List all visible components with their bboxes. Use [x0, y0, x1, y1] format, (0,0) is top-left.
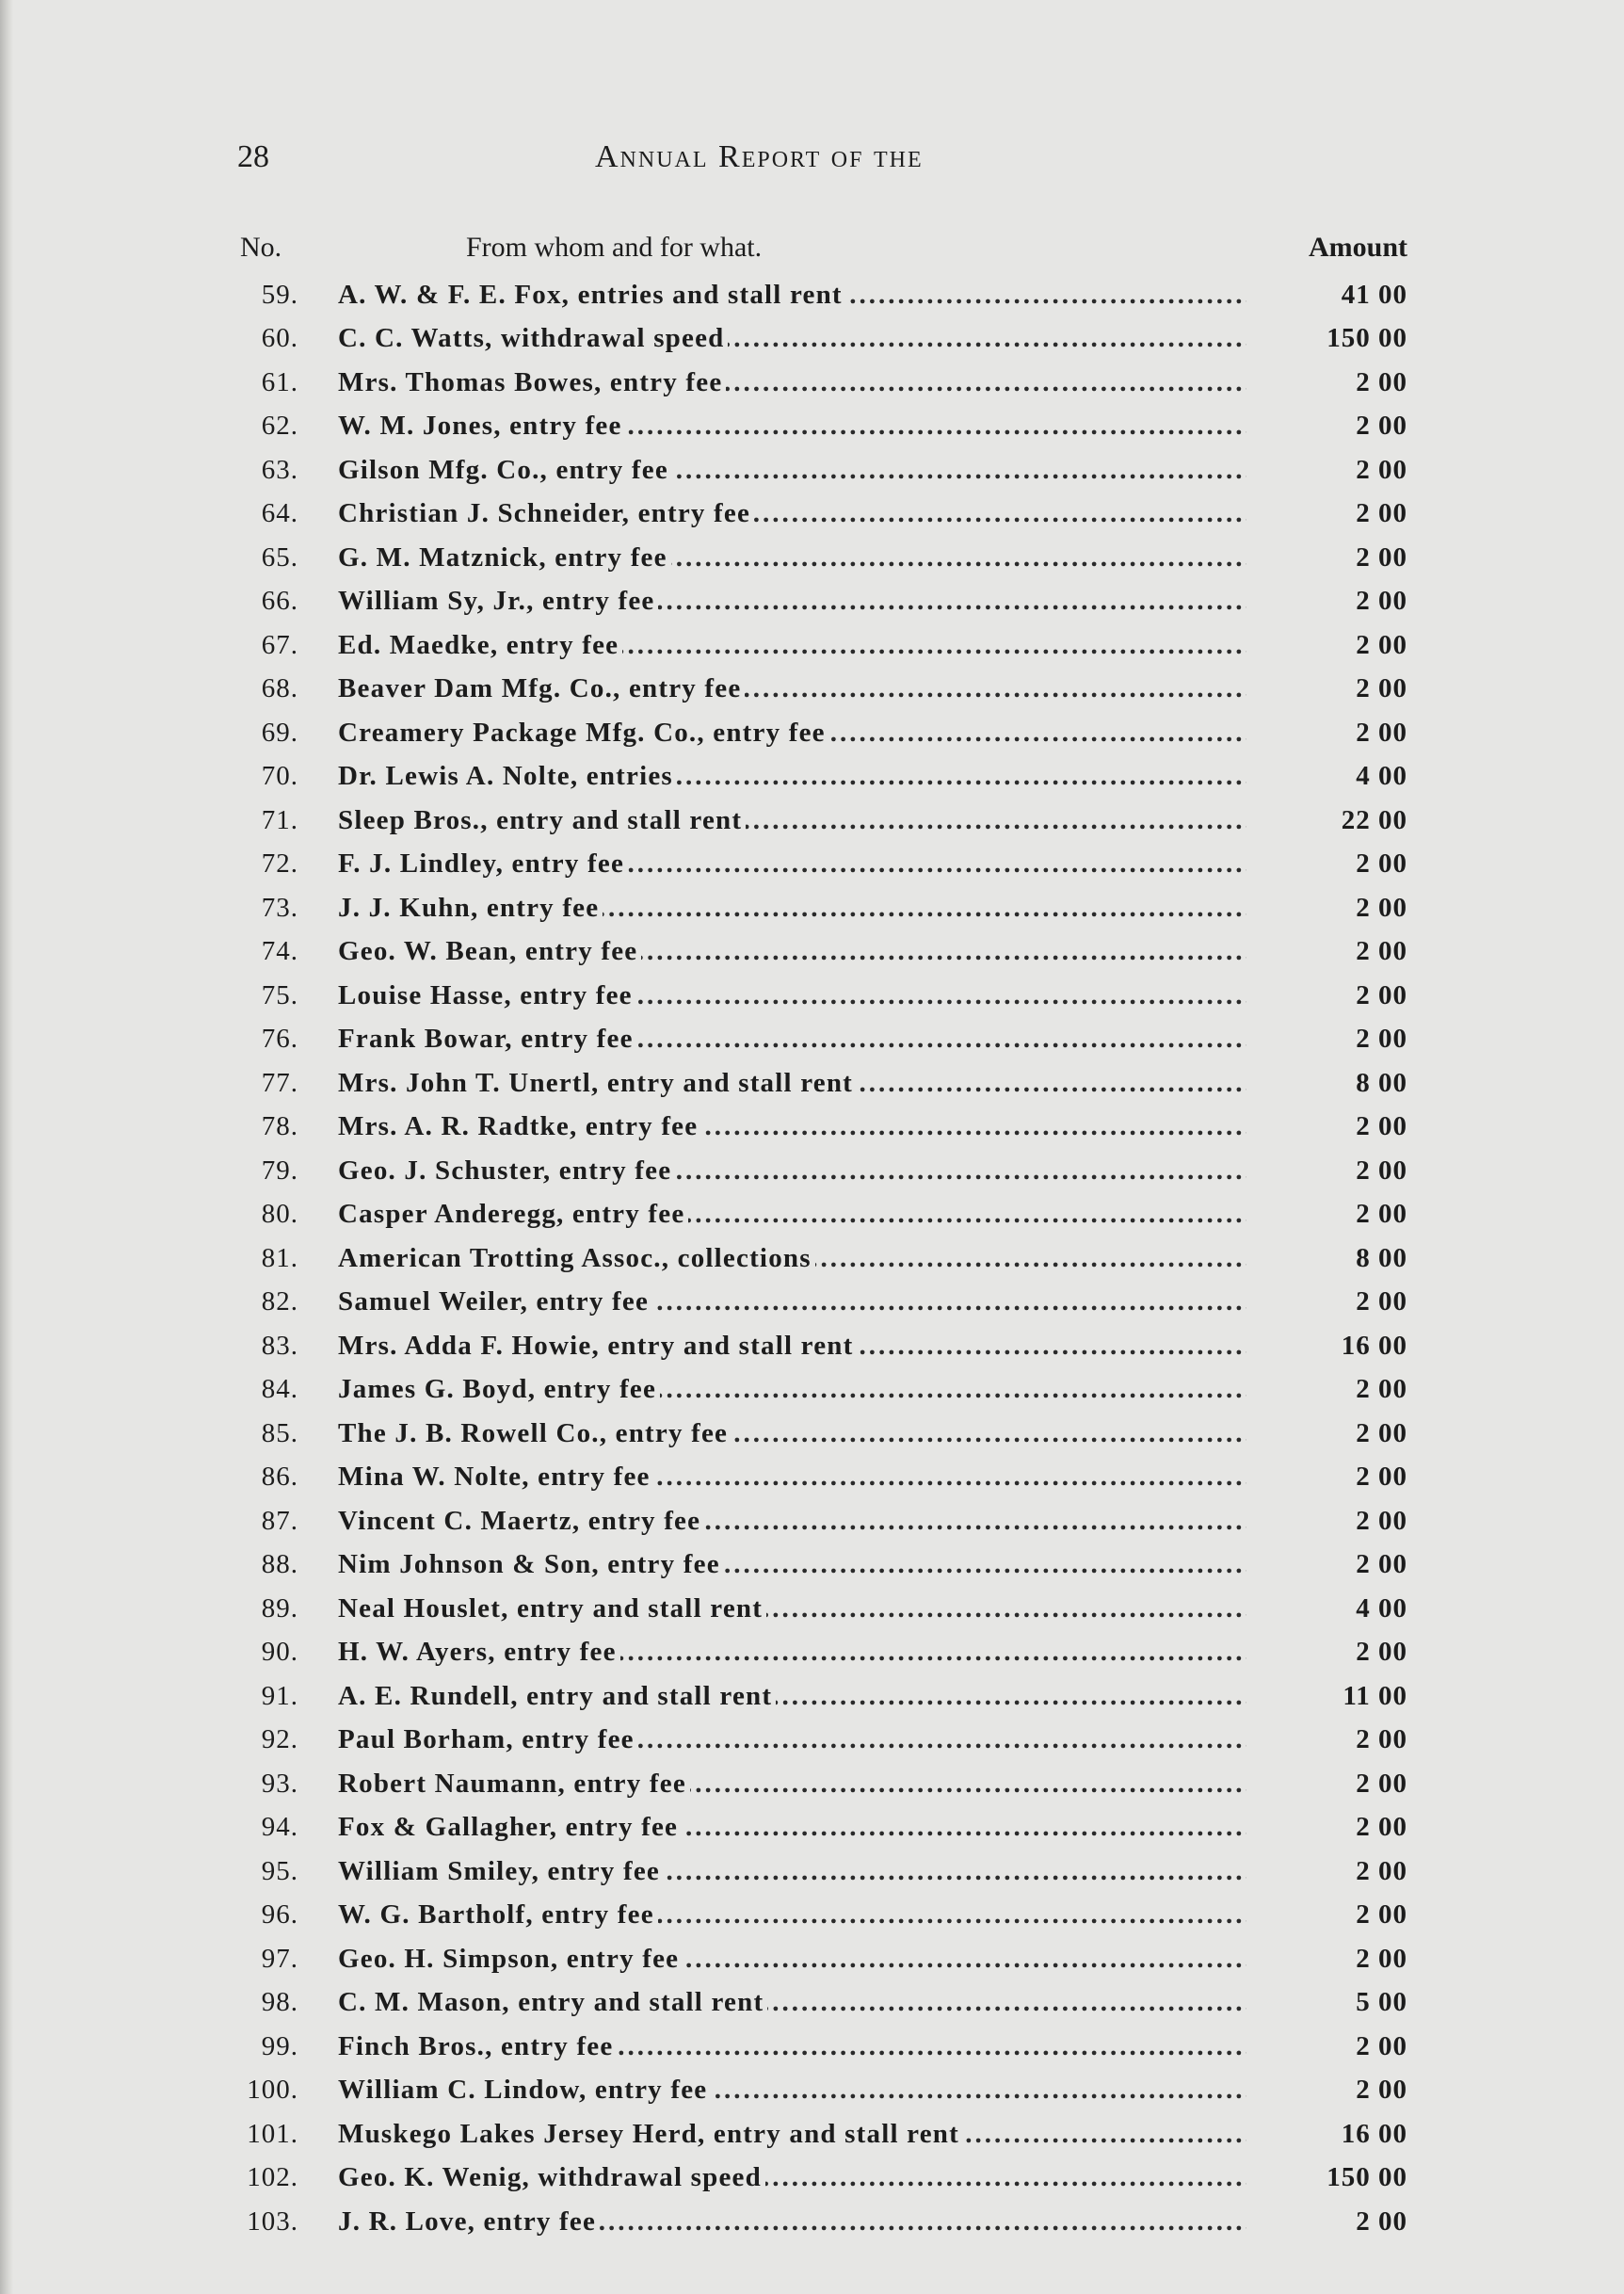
entry-amount: 11 00 — [1343, 1680, 1407, 1711]
entry-description-leader — [338, 1549, 1246, 1580]
entry-description-leader — [338, 1331, 1246, 1362]
entry-amount: 150 00 — [1327, 2162, 1407, 2193]
entry-description: Casper Anderegg, entry fee — [338, 1199, 688, 1229]
entry-description-leader — [338, 1506, 1246, 1537]
entry-description: Creamery Package Mfg. Co., entry fee — [338, 718, 829, 748]
entry-description-leader — [338, 673, 1246, 704]
entry-amount: 2 00 — [1356, 1286, 1407, 1317]
ledger-row — [240, 2025, 1407, 2069]
entry-amount: 2 00 — [1356, 979, 1407, 1010]
entry-description-leader — [338, 1637, 1246, 1668]
entry-number: 86. — [261, 1462, 298, 1493]
entry-description-leader — [338, 1374, 1246, 1405]
entry-amount: 2 00 — [1356, 498, 1407, 529]
entry-number: 64. — [261, 498, 298, 529]
entry-description: F. J. Lindley, entry fee — [338, 848, 628, 879]
entry-number: 68. — [261, 673, 298, 704]
entry-number: 87. — [261, 1505, 298, 1536]
entry-amount: 2 00 — [1356, 454, 1407, 485]
ledger-row — [240, 668, 1407, 712]
entry-number: 72. — [261, 848, 298, 880]
entry-description-leader — [338, 1899, 1246, 1931]
binding-edge — [0, 0, 13, 2294]
entry-description: Vincent C. Maertz, entry fee — [338, 1506, 704, 1536]
entry-number: 79. — [261, 1155, 298, 1186]
entry-number: 82. — [261, 1286, 298, 1317]
entry-description-leader — [338, 893, 1246, 924]
entry-number: 93. — [261, 1768, 298, 1799]
entry-description-leader — [338, 411, 1246, 442]
entry-amount: 2 00 — [1356, 1768, 1407, 1799]
page-header — [237, 139, 1414, 186]
entry-number: 99. — [261, 2030, 298, 2061]
entry-number: 74. — [261, 936, 298, 967]
entry-number: 62. — [261, 411, 298, 442]
entry-amount: 2 00 — [1356, 1637, 1407, 1668]
ledger-row — [240, 1018, 1407, 1062]
entry-number: 78. — [261, 1111, 298, 1142]
ledger-row — [240, 1368, 1407, 1413]
entry-description: Mrs. A. R. Radtke, entry fee — [338, 1111, 701, 1141]
entry-number: 98. — [261, 1987, 298, 2018]
entry-number: 97. — [261, 1943, 298, 1974]
entry-description-leader — [338, 1024, 1246, 1055]
entry-amount: 2 00 — [1356, 1417, 1407, 1448]
column-header-description: From whom and for what. — [466, 232, 763, 263]
ledger-row — [240, 1631, 1407, 1675]
entry-number: 102. — [247, 2162, 298, 2193]
entry-number: 70. — [261, 761, 298, 792]
entry-amount: 2 00 — [1356, 1024, 1407, 1055]
entry-description: W. M. Jones, entry fee — [338, 411, 626, 441]
entry-number: 100. — [247, 2075, 298, 2106]
entry-amount: 2 00 — [1356, 366, 1407, 397]
entry-number: 75. — [261, 979, 298, 1010]
entry-amount: 2 00 — [1356, 1111, 1407, 1142]
entry-description-leader — [338, 2075, 1246, 2106]
entry-number: 94. — [261, 1812, 298, 1843]
entry-number: 101. — [247, 2118, 298, 2149]
entry-amount: 2 00 — [1356, 541, 1407, 573]
ledger-row — [240, 448, 1407, 493]
entry-description: C. C. Watts, withdrawal speed — [338, 323, 728, 353]
ledger-row — [240, 711, 1407, 755]
ledger-row — [240, 1412, 1407, 1456]
entry-number: 73. — [261, 892, 298, 923]
entry-description: Geo. W. Bean, entry fee — [338, 936, 641, 966]
entry-amount: 2 00 — [1356, 2075, 1407, 2106]
ledger-row — [240, 1324, 1407, 1368]
entry-description-leader — [338, 1856, 1246, 1887]
entry-description-leader — [338, 323, 1246, 354]
ledger-row — [240, 930, 1407, 975]
ledger-row — [240, 1106, 1407, 1150]
entry-description: Paul Borham, entry fee — [338, 1724, 638, 1754]
entry-description: Mrs. John T. Unertl, entry and stall rent — [338, 1068, 857, 1098]
ledger-row — [240, 493, 1407, 537]
entry-description-leader — [338, 1286, 1246, 1317]
entry-description: A. E. Rundell, entry and stall rent — [338, 1681, 776, 1711]
entry-description: Mrs. Thomas Bowes, entry fee — [338, 367, 726, 397]
entry-amount: 2 00 — [1356, 586, 1407, 617]
column-headers — [240, 232, 1407, 269]
entry-number: 71. — [261, 804, 298, 835]
entry-description: Geo. J. Schuster, entry fee — [338, 1155, 675, 1186]
ledger-row — [240, 1281, 1407, 1325]
entry-amount: 4 00 — [1356, 761, 1407, 792]
entry-amount: 2 00 — [1356, 673, 1407, 704]
entry-amount: 2 00 — [1356, 2205, 1407, 2237]
entry-description: Sleep Bros., entry and stall rent — [338, 805, 746, 835]
entry-description: Nim Johnson & Son, entry fee — [338, 1549, 724, 1579]
entry-description: Ed. Maedke, entry fee — [338, 630, 622, 660]
ledger-row — [240, 2069, 1407, 2113]
ledger-row — [240, 1193, 1407, 1237]
entry-amount: 150 00 — [1327, 323, 1407, 354]
ledger-row — [240, 317, 1407, 362]
ledger-list — [240, 273, 1407, 2244]
entry-description: Geo. K. Wenig, withdrawal speed — [338, 2162, 765, 2192]
ledger-row — [240, 2200, 1407, 2244]
entry-description-leader — [338, 936, 1246, 967]
entry-amount: 41 00 — [1341, 279, 1407, 310]
entry-description-leader — [338, 280, 1246, 311]
ledger-row — [240, 623, 1407, 668]
entry-number: 61. — [261, 366, 298, 397]
entry-description: Neal Houslet, entry and stall rent — [338, 1593, 766, 1624]
entry-description-leader — [338, 1068, 1246, 1099]
entry-number: 80. — [261, 1199, 298, 1230]
ledger-row — [240, 886, 1407, 930]
entry-description: Finch Bros., entry fee — [338, 2031, 617, 2061]
entry-description: Samuel Weiler, entry fee — [338, 1286, 652, 1317]
entry-description: Muskego Lakes Jersey Herd, entry and stall rent — [338, 2119, 963, 2149]
entry-amount: 8 00 — [1356, 1067, 1407, 1098]
entry-description-leader — [338, 455, 1246, 486]
entry-description: Gilson Mfg. Co., entry fee — [338, 455, 672, 485]
entry-amount: 16 00 — [1341, 1330, 1407, 1361]
entry-description: William C. Lindow, entry fee — [338, 2075, 711, 2105]
ledger-row — [240, 2157, 1407, 2201]
entry-amount: 2 00 — [1356, 1855, 1407, 1886]
entry-description-leader — [338, 805, 1246, 836]
ledger-row — [240, 1236, 1407, 1281]
ledger-row — [240, 1499, 1407, 1543]
entry-number: 84. — [261, 1374, 298, 1405]
entry-description: William Smiley, entry fee — [338, 1856, 664, 1886]
entry-description-leader — [338, 2119, 1246, 2150]
entry-description-leader — [338, 1243, 1246, 1274]
ledger-row — [240, 1937, 1407, 1981]
entry-amount: 2 00 — [1356, 629, 1407, 660]
ledger-row — [240, 580, 1407, 624]
ledger-row — [240, 1762, 1407, 1806]
entry-description-leader — [338, 1462, 1246, 1493]
entry-number: 63. — [261, 454, 298, 485]
entry-description-leader — [338, 1593, 1246, 1624]
entry-amount: 2 00 — [1356, 717, 1407, 748]
entry-description-leader — [338, 1418, 1246, 1449]
entry-description: James G. Boyd, entry fee — [338, 1374, 660, 1404]
entry-amount: 2 00 — [1356, 1505, 1407, 1536]
entry-number: 83. — [261, 1330, 298, 1361]
ledger-row — [240, 273, 1407, 317]
entry-description: Beaver Dam Mfg. Co., entry fee — [338, 673, 745, 703]
entry-number: 90. — [261, 1637, 298, 1668]
entry-description: American Trotting Assoc., collections — [338, 1243, 815, 1273]
ledger-row — [240, 843, 1407, 887]
ledger-row — [240, 1806, 1407, 1850]
entry-amount: 2 00 — [1356, 411, 1407, 442]
entry-amount: 2 00 — [1356, 1549, 1407, 1580]
entry-description: Geo. H. Simpson, entry fee — [338, 1944, 683, 1974]
entry-amount: 2 00 — [1356, 2030, 1407, 2061]
column-header-amount: Amount — [1308, 232, 1407, 263]
entry-description-leader — [338, 498, 1246, 529]
entry-number: 96. — [261, 1899, 298, 1931]
entry-description: Robert Naumann, entry fee — [338, 1769, 690, 1799]
entry-number: 77. — [261, 1067, 298, 1098]
page-number: 28 — [237, 139, 269, 174]
entry-number: 95. — [261, 1855, 298, 1886]
entry-description-leader — [338, 980, 1246, 1011]
ledger-row — [240, 361, 1407, 405]
entry-description-leader — [338, 586, 1246, 617]
entry-number: 91. — [261, 1680, 298, 1711]
ledger-row — [240, 1850, 1407, 1894]
entry-description: G. M. Matznick, entry fee — [338, 542, 671, 573]
entry-description: C. M. Mason, entry and stall rent — [338, 1987, 767, 2017]
ledger-row — [240, 2112, 1407, 2157]
entry-description-leader — [338, 1724, 1246, 1755]
entry-amount: 2 00 — [1356, 892, 1407, 923]
entry-amount: 5 00 — [1356, 1987, 1407, 2018]
entry-description: J. R. Love, entry fee — [338, 2206, 600, 2237]
ledger-row — [240, 1456, 1407, 1500]
entry-number: 69. — [261, 717, 298, 748]
entry-number: 59. — [261, 279, 298, 310]
entry-number: 66. — [261, 586, 298, 617]
entry-description: Frank Bowar, entry fee — [338, 1024, 637, 1054]
entry-description: Dr. Lewis A. Nolte, entries — [338, 761, 677, 791]
ledger-row — [240, 755, 1407, 800]
ledger-row — [240, 1543, 1407, 1588]
entry-description-leader — [338, 630, 1246, 661]
entry-amount: 2 00 — [1356, 936, 1407, 967]
entry-description-leader — [338, 1987, 1246, 2018]
entry-description-leader — [338, 2206, 1246, 2237]
entry-amount: 2 00 — [1356, 1899, 1407, 1931]
entry-description: Mina W. Nolte, entry fee — [338, 1462, 654, 1492]
entry-description: Louise Hasse, entry fee — [338, 980, 636, 1010]
entry-description: William Sy, Jr., entry fee — [338, 586, 658, 616]
entry-number: 88. — [261, 1549, 298, 1580]
entry-number: 60. — [261, 323, 298, 354]
entry-description: Fox & Gallagher, entry fee — [338, 1812, 682, 1842]
entry-description-leader — [338, 761, 1246, 792]
ledger-row — [240, 1061, 1407, 1106]
entry-number: 85. — [261, 1417, 298, 1448]
entry-description: H. W. Ayers, entry fee — [338, 1637, 620, 1667]
entry-description-leader — [338, 367, 1246, 398]
entry-number: 103. — [247, 2205, 298, 2237]
ledger-row — [240, 405, 1407, 449]
ledger-row — [240, 1149, 1407, 1193]
ledger-row — [240, 1674, 1407, 1719]
entry-description-leader — [338, 542, 1246, 574]
entry-amount: 22 00 — [1341, 804, 1407, 835]
entry-description: A. W. & F. E. Fox, entries and stall rent — [338, 280, 846, 310]
entry-description-leader — [338, 1812, 1246, 1843]
entry-amount: 16 00 — [1341, 2118, 1407, 2149]
entry-number: 65. — [261, 541, 298, 573]
entry-amount: 2 00 — [1356, 1199, 1407, 1230]
ledger-row — [240, 1719, 1407, 1763]
entry-description-leader — [338, 718, 1246, 749]
ledger-row — [240, 1587, 1407, 1631]
entry-amount: 2 00 — [1356, 1155, 1407, 1186]
entry-description-leader — [338, 848, 1246, 880]
entry-amount: 2 00 — [1356, 848, 1407, 880]
ledger-row — [240, 974, 1407, 1018]
entry-description-leader — [338, 1199, 1246, 1230]
entry-description-leader — [338, 1111, 1246, 1142]
entry-description-leader — [338, 2031, 1246, 2062]
ledger-row — [240, 1981, 1407, 2026]
ledger-row — [240, 536, 1407, 580]
entry-number: 89. — [261, 1592, 298, 1624]
ledger-row — [240, 799, 1407, 843]
entry-amount: 2 00 — [1356, 1943, 1407, 1974]
entry-description-leader — [338, 1681, 1246, 1712]
entry-description: Mrs. Adda F. Howie, entry and stall rent — [338, 1331, 857, 1361]
entry-amount: 2 00 — [1356, 1374, 1407, 1405]
entry-description: The J. B. Rowell Co., entry fee — [338, 1418, 732, 1448]
entry-description: J. J. Kuhn, entry fee — [338, 893, 603, 923]
entry-number: 92. — [261, 1724, 298, 1755]
running-title: Annual Report of the — [595, 139, 924, 174]
entry-description-leader — [338, 1944, 1246, 1975]
entry-description: Christian J. Schneider, entry fee — [338, 498, 754, 528]
entry-number: 67. — [261, 629, 298, 660]
entry-amount: 8 00 — [1356, 1242, 1407, 1273]
entry-description: W. G. Bartholf, entry fee — [338, 1899, 658, 1930]
entry-amount: 2 00 — [1356, 1462, 1407, 1493]
entry-number: 76. — [261, 1024, 298, 1055]
column-header-no: No. — [240, 232, 282, 263]
ledger-row — [240, 1894, 1407, 1938]
entry-description-leader — [338, 2162, 1246, 2193]
entry-amount: 4 00 — [1356, 1592, 1407, 1624]
entry-amount: 2 00 — [1356, 1812, 1407, 1843]
entry-description-leader — [338, 1769, 1246, 1800]
entry-number: 81. — [261, 1242, 298, 1273]
entry-description-leader — [338, 1155, 1246, 1187]
entry-amount: 2 00 — [1356, 1724, 1407, 1755]
